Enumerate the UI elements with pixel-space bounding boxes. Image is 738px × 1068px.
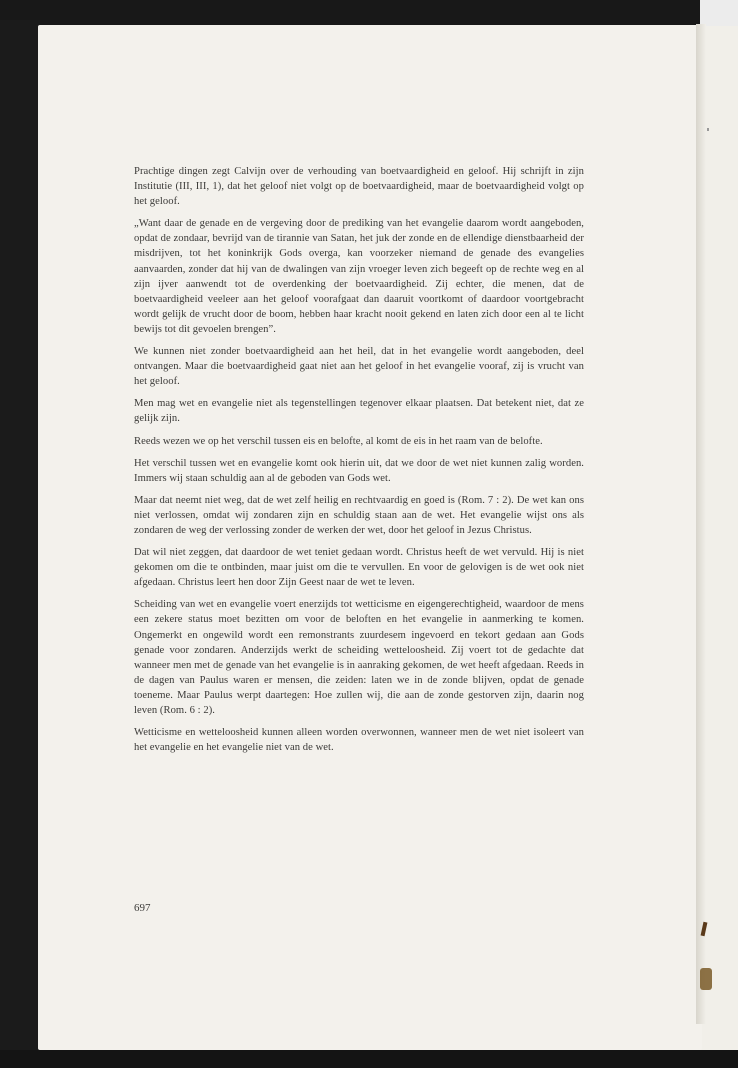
paragraph: Dat wil niet zeggen, dat daardoor de wet teniet gedaan wordt. Christus heeft de wet vervuld. Hij is niet gekomen om die te ontbinden, maar juist om die te vervullen. En voor de gelovigen is de wet ook niet afgedaan. Christus leert hen door Zijn Geest naar de wet te leven. <box>134 547 584 589</box>
paragraph: Reeds wezen we op het verschil tussen eis en belofte, al komt de eis in het raam van de belofte. <box>134 435 543 447</box>
margin-speck <box>707 128 709 131</box>
scan-border-top <box>0 0 738 26</box>
paragraph: We kunnen niet zonder boetvaardigheid aan het heil, dat in het evangelie wordt aangeboden, deel ontvangen. Maar die boetvaardigheid gaat niet aan het geloof in het evangelie vooraf, zij is vrucht van het geloof. <box>134 346 584 388</box>
paper-edge-shadow <box>696 24 706 1024</box>
scan-border-left <box>0 20 40 1068</box>
page-number: 697 <box>134 902 151 914</box>
paragraph: Men mag wet en evangelie niet als tegenstellingen tegenover elkaar plaatsen. Dat betekent niet, dat ze gelijk zijn. <box>134 398 584 425</box>
paragraph: Het verschil tussen wet en evangelie komt ook hierin uit, dat we door de wet niet kunnen zalig worden. Immers wij staan schuldig aan al de geboden van Gods wet. <box>134 457 584 484</box>
scan-border-bottom <box>0 1050 738 1068</box>
paragraph: Scheiding van wet en evangelie voert enerzijds tot wetticisme en eigengerechtigheid, waardoor de mens een zekere status moet bezitten om voor de beloften en het evangelie in aanmerking te komen. Ongemerkt en ongewild wordt een remonstrants zuurdesem ingevoerd en tekort gedaan aan Gods genade voor zondaren. Anderzijds werkt de scheiding wetteloosheid. Zij voert tot de gedachte dat wanneer men met de genade van het evangelie is in aanraking gekomen, de wet heeft afgedaan. Reeds in de dagen van Paulus waren er mensen, die zeiden: laten we in de zonde blijven, opdat de genade toeneme. Maar Paulus werpt daartegen: Hoe zullen wij, die aan de zonde gestorven zijn, daarin nog leven (Rom. 6 : 2). <box>134 599 584 716</box>
paragraph: Wetticisme en wetteloosheid kunnen alleen worden overwonnen, wanneer men de wet niet isoleert van het evangelie en het evangelie niet van de wet. <box>134 727 584 754</box>
scan-corner <box>700 0 738 26</box>
margin-stain <box>700 968 712 990</box>
paragraph: Prachtige dingen zegt Calvijn over de verhouding van boetvaardigheid en geloof. Hij schrijft in zijn Institutie (III, III, 1), dat het geloof niet volgt op de boetvaardigheid, maar de boetvaardigheid volgt op het geloof. <box>134 166 584 208</box>
paragraph: Maar dat neemt niet weg, dat de wet zelf heilig en rechtvaardig en goed is (Rom. 7 : 2). De wet kan ons niet verlossen, omdat wij zondaren zijn en schuldig staan aan de wet. Het evangelie wijst ons als zondaren de weg der verlossing zonder de werken der wet, door het geloof in Jezus Christus. <box>134 494 584 536</box>
body-text <box>134 164 584 762</box>
paragraph: „Want daar de genade en de vergeving door de prediking van het evangelie daarom wordt aangeboden, opdat de zondaar, bevrijd van de tirannie van Satan, het juk der zonde en de ellendige dienstbaarheid der misdrijven, tot het koninkrijk Gods overga, kan voorzeker niemand de genade des evangelies aanvaarden, zonder dat hij van de dwalingen van zijn vroeger leven zich begeeft op de rechte weg en al zijn ijver aanwendt tot de overdenking der boetvaardigheid. Zij echter, die menen, dat de boetvaardigheid veeleer aan het geloof voorafgaat dan daaruit voortkomt of daardoor voortgebracht wordt gelijk de vrucht door de boom, hebben haar kracht nooit gekend en laten zich door een al te licht bewijs tot dit gevoelen brengen”. <box>134 218 584 335</box>
